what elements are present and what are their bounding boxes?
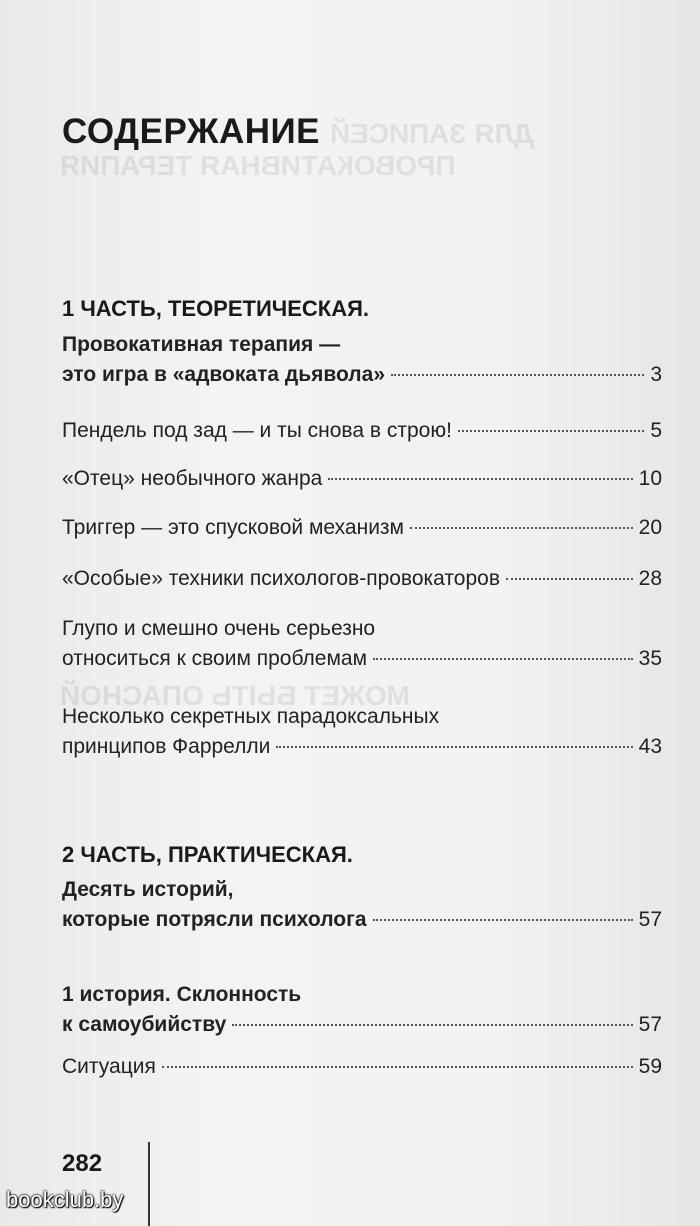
part2-subtitle-text: которые потрясли психолога (62, 908, 367, 931)
part1-subtitle[interactable]: Провокативная терапия — это игра в «адвоката дьявола» 3 (62, 330, 662, 390)
toc-entry[interactable] (62, 464, 662, 494)
toc-entry-text: Несколько секретных парадоксальных (62, 705, 440, 728)
page-ref: 57 (638, 1013, 662, 1036)
bleed-through-text: ДЛЯ ЗАПИСЕЙ (330, 118, 535, 149)
part1-subtitle-text: это игра в «адвоката дьявола» (62, 363, 385, 386)
page-ref: 10 (638, 467, 662, 490)
part1-heading: 1 ЧАСТЬ, ТЕОРЕТИЧЕСКАЯ. (62, 296, 370, 321)
toc-entry[interactable] (62, 1052, 662, 1082)
toc-entry-text: Глупо и смешно очень серьезно (62, 617, 376, 640)
toc-entry-text: «Отец» необычного жанра (62, 467, 323, 490)
leader-dots (232, 1024, 632, 1026)
toc-entry[interactable] (62, 614, 662, 674)
page-number: 282 (62, 1150, 103, 1177)
bleed-through-text: ПРОВОКАТИВНАЯ ТЕРАПИЯ (60, 150, 456, 181)
toc-entry[interactable] (62, 513, 662, 543)
toc-title: СОДЕРЖАНИЕ (62, 112, 321, 151)
toc-entry[interactable] (62, 702, 662, 762)
page-ref: 59 (638, 1055, 662, 1078)
leader-dots (162, 1066, 633, 1068)
bleed-through-text: МОЖЕТ БЫТЬ ОПАСНОЙ (60, 680, 410, 711)
story1-text: к самоубийству (62, 1013, 227, 1036)
toc-entry[interactable] (62, 416, 662, 446)
leader-dots (373, 919, 633, 921)
toc-entry-text: Ситуация (62, 1055, 156, 1078)
leader-dots (373, 658, 633, 660)
page-number-divider (148, 1142, 150, 1226)
page-ref: 5 (650, 419, 662, 442)
leader-dots (506, 578, 633, 580)
part2-subtitle[interactable]: Десять историй, которые потрясли психолога 57 (62, 875, 662, 935)
toc-entry-text: «Особые» техники психологов-провокаторов (62, 567, 500, 590)
story1-entry[interactable]: 1 история. Склонность к самоубийству 57 (62, 980, 662, 1040)
page-ref: 28 (638, 567, 662, 590)
toc-entry-text: Пендель под зад — и ты снова в строю! (62, 419, 452, 442)
leader-dots (410, 527, 633, 529)
watermark: bookclub.by (6, 1187, 124, 1212)
leader-dots (328, 478, 632, 480)
leader-dots (391, 374, 644, 376)
page-ref: 3 (650, 363, 662, 386)
part2-heading: 2 ЧАСТЬ, ПРАКТИЧЕСКАЯ. (62, 842, 353, 867)
leader-dots (458, 430, 644, 432)
leader-dots (276, 746, 632, 748)
toc-entry[interactable] (62, 564, 662, 594)
toc-entry-text: Триггер — это спусковой механизм (62, 516, 404, 539)
page-ref: 57 (638, 908, 662, 931)
page-ref: 20 (638, 516, 662, 539)
toc-entry-text: принципов Фаррелли (62, 735, 271, 758)
page-ref: 35 (638, 647, 662, 670)
page-ref: 43 (638, 735, 662, 758)
toc-entry-text: относиться к своим проблемам (62, 647, 368, 670)
